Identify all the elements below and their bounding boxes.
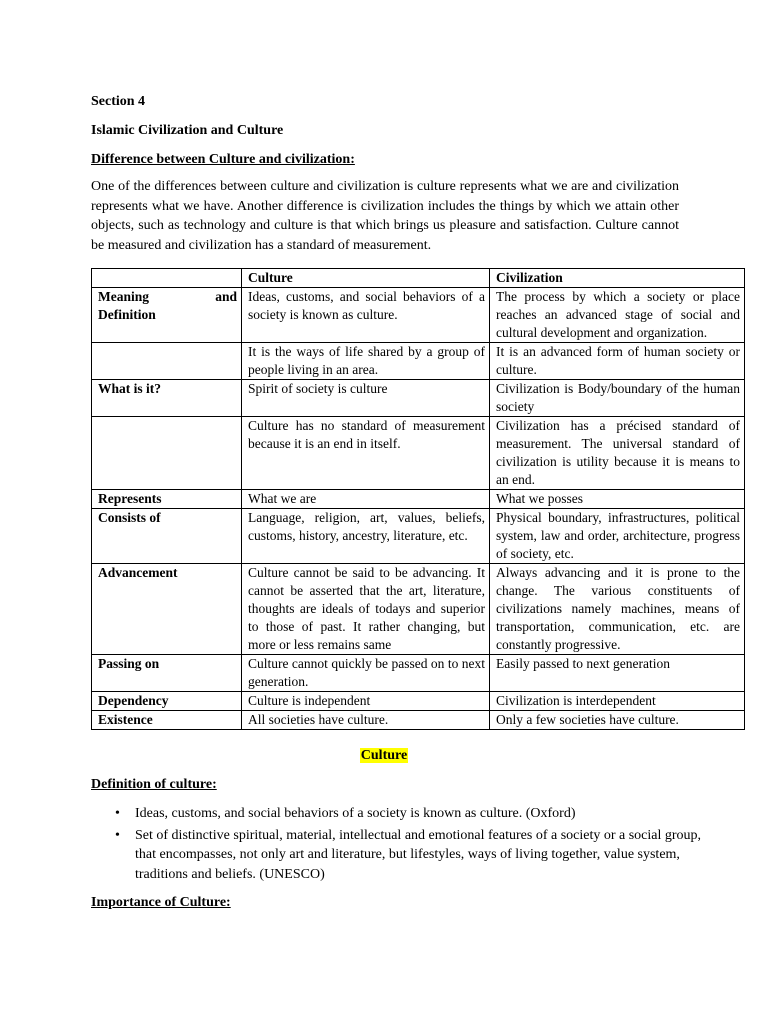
row-label-word: Definition [98,307,156,322]
culture-cell: Culture cannot be said to be advancing. It cannot be asserted that the art, literature, thoughts are ideals of todays and superior to those of past. It rather changing, but more or less remains same [242,564,490,655]
civilization-cell: It is an advanced form of human society or culture. [490,343,745,380]
table-row [92,711,745,730]
civilization-cell: Civilization has a précised standard of measurement. The universal standard of civilization is utility because it is means to an end. [490,417,745,490]
comparison-table [91,268,745,730]
civilization-cell: What we posses [490,490,745,509]
definition-text: Set of distinctive spiritual, material, intellectual and emotional features of a society or a social group, that encompasses, not only art and literature, but lifestyles, ways of living together, value system, traditions and beliefs. (UNESCO) [135,827,702,882]
importance-heading: Importance of Culture: [91,895,231,910]
culture-highlight-line [91,746,677,764]
list-item [115,804,725,824]
table-row [92,288,745,343]
definition-list [91,804,725,886]
culture-cell: Culture has no standard of measurement because it is an end in itself. [242,417,490,490]
table-row [92,380,745,417]
section-label: Section 4 [91,94,146,109]
header-cell-culture: Culture [242,269,490,288]
table-row [92,417,745,490]
row-label-word: Meaning [98,289,150,304]
row-label: Advancement [92,564,242,655]
civilization-cell: Civilization is Body/boundary of the human society [490,380,745,417]
document-title: Islamic Civilization and Culture [91,123,284,138]
culture-cell: Culture is independent [242,692,490,711]
culture-cell: What we are [242,490,490,509]
row-label: What is it? [92,380,242,417]
header-cell-civilization: Civilization [490,269,745,288]
civilization-cell: Always advancing and it is prone to the change. The various constituents of civilizations namely machines, means of transportation, communication, etc. are constantly progressive. [490,564,745,655]
culture-cell: Spirit of society is culture [242,380,490,417]
definition-heading: Definition of culture: [91,777,217,792]
row-label [92,417,242,490]
definition-text: Ideas, customs, and social behaviors of a society is known as culture. (Oxford) [135,806,576,821]
list-item [115,826,725,885]
table-row [92,490,745,509]
culture-highlight: Culture [360,748,408,763]
header-cell-blank [92,269,242,288]
civilization-cell: Easily passed to next generation [490,655,745,692]
row-label-word: and [215,289,237,304]
culture-cell: Culture cannot quickly be passed on to next generation. [242,655,490,692]
culture-cell: Language, religion, art, values, beliefs, customs, history, ancestry, literature, etc. [242,509,490,564]
table-header-row [92,269,745,288]
table-row [92,655,745,692]
civilization-cell: Civilization is interdependent [490,692,745,711]
row-label: Represents [92,490,242,509]
civilization-cell: Only a few societies have culture. [490,711,745,730]
intro-paragraph: One of the differences between culture and civilization is culture represents what we are and civilization represents what we have. Another difference is civilization includes the things by which we attain other objects, such as technology and culture is that which brings us pleasure and satisfaction. Culture cannot be measured and civilization has a standard of measurement. [91,179,679,253]
civilization-cell: The process by which a society or place reaches an advanced stage of social and cultural development and organization. [490,288,745,343]
bullet-icon: • [115,827,120,843]
civilization-cell: Physical boundary, infrastructures, political system, law and order, architecture, progress of society, etc. [490,509,745,564]
table-row [92,509,745,564]
culture-cell: It is the ways of life shared by a group of people living in an area. [242,343,490,380]
difference-heading: Difference between Culture and civilization: [91,152,355,167]
row-label [92,343,242,380]
table-row [92,692,745,711]
table-row [92,564,745,655]
document-page [91,92,745,910]
row-label: Dependency [92,692,242,711]
row-label: Consists of [92,509,242,564]
row-label: Existence [92,711,242,730]
table-row [92,343,745,380]
row-label: Passing on [92,655,242,692]
culture-cell: Ideas, customs, and social behaviors of a society is known as culture. [242,288,490,343]
culture-cell: All societies have culture. [242,711,490,730]
row-label-meaning [92,288,242,343]
bullet-icon: • [115,806,120,821]
